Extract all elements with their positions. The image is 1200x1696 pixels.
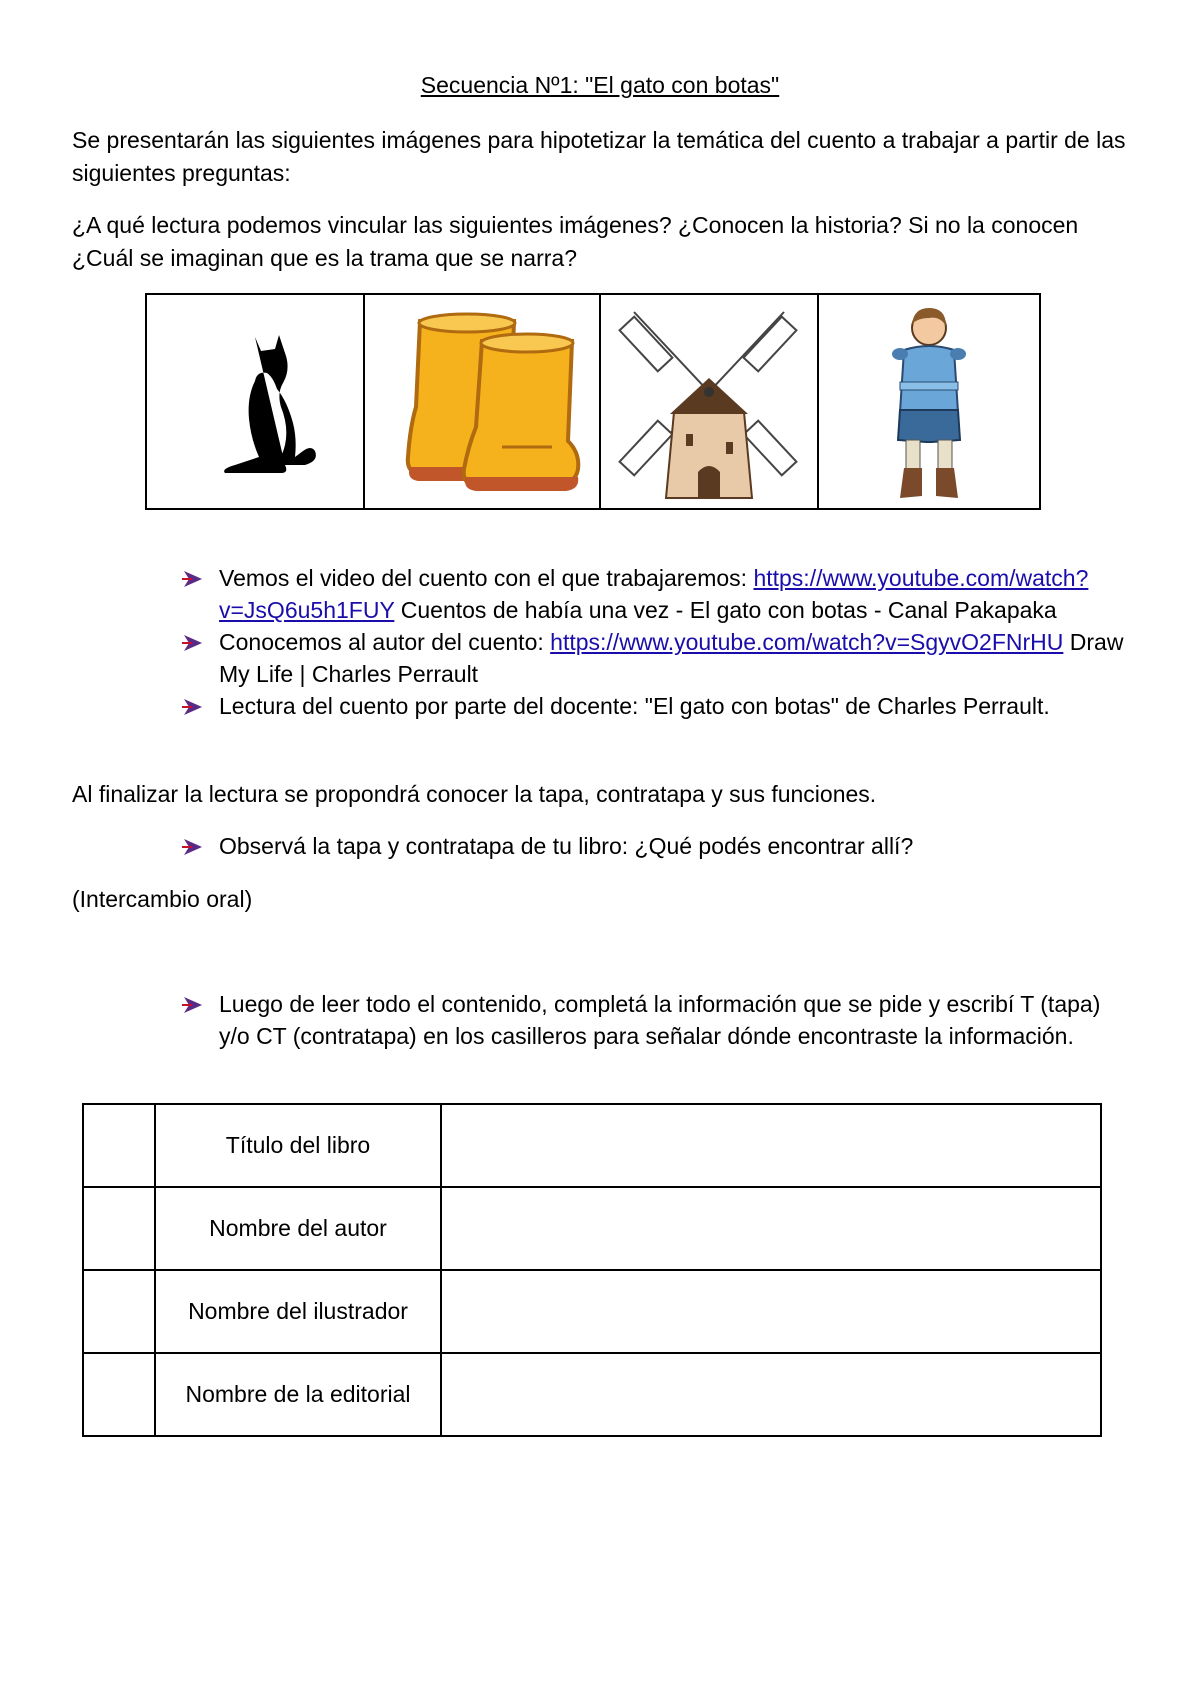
table-row <box>83 1187 1101 1270</box>
arrow-bullet-icon <box>182 697 204 717</box>
boots-icon <box>382 307 582 497</box>
intro-paragraph: Se presentarán las siguientes imágenes para hipotetizar la temática del cuento a trabajar a partir de las siguientes preguntas: <box>72 127 1126 186</box>
windmill-icon <box>614 302 804 502</box>
young-man-icon <box>874 302 984 502</box>
table-row <box>83 1104 1101 1187</box>
row-label: Nombre del ilustrador <box>155 1270 441 1353</box>
table-row <box>83 1270 1101 1353</box>
arrow-bullet-icon <box>182 569 204 589</box>
author-video-link[interactable]: https://www.youtube.com/watch?v=SgyvO2FNrHU <box>550 629 1064 655</box>
mark-cell[interactable] <box>83 1187 155 1270</box>
bullet-list-2 <box>182 830 1132 862</box>
answer-cell[interactable] <box>441 1187 1101 1270</box>
arrow-bullet-icon <box>182 837 204 857</box>
list-item <box>182 562 1132 626</box>
cat-silhouette-icon <box>185 327 325 477</box>
bullet-list-3 <box>182 988 1132 1052</box>
list-item-text: Vemos el video del cuento con el que trabajaremos: <box>219 565 754 591</box>
closing-paragraph: Al finalizar la lectura se propondrá conocer la tapa, contratapa y sus funciones. <box>72 781 877 807</box>
mark-cell[interactable] <box>83 1104 155 1187</box>
row-label: Nombre del autor <box>155 1187 441 1270</box>
list-item-text: Cuentos de había una vez - El gato con botas - Canal Pakapaka <box>394 597 1057 623</box>
mark-cell[interactable] <box>83 1353 155 1436</box>
table-row <box>83 1353 1101 1436</box>
list-item <box>182 988 1132 1052</box>
arrow-bullet-icon <box>182 995 204 1015</box>
row-label: Título del libro <box>155 1104 441 1187</box>
answer-cell[interactable] <box>441 1104 1101 1187</box>
mark-cell[interactable] <box>83 1270 155 1353</box>
list-item <box>182 690 1132 722</box>
windmill-cell <box>601 295 819 508</box>
bullet-list-1 <box>182 562 1132 722</box>
image-strip <box>145 293 1041 510</box>
list-item-text: Observá la tapa y contratapa de tu libro: ¿Qué podés encontrar allí? <box>219 833 914 859</box>
book-info-table <box>82 1103 1102 1437</box>
list-item-text: Luego de leer todo el contenido, completá la información que se pide y escribí T (tapa) y/o CT (contratapa) en los casilleros para señalar dónde encontraste la información. <box>219 991 1101 1049</box>
page-title: Secuencia Nº1: "El gato con botas" <box>420 72 780 98</box>
boots-cell <box>365 295 601 508</box>
row-label: Nombre de la editorial <box>155 1353 441 1436</box>
young-man-cell <box>819 295 1039 508</box>
arrow-bullet-icon <box>182 633 204 653</box>
cat-cell <box>147 295 365 508</box>
answer-cell[interactable] <box>441 1353 1101 1436</box>
list-item-text: Lectura del cuento por parte del docente: "El gato con botas" de Charles Perrault. <box>219 693 1050 719</box>
list-item <box>182 626 1132 690</box>
list-item <box>182 830 1132 862</box>
oral-exchange-note: (Intercambio oral) <box>72 886 253 912</box>
list-item-text: Conocemos al autor del cuento: <box>219 629 551 655</box>
list-item-text: Draw My Life | Charles Perrault <box>219 629 1124 687</box>
answer-cell[interactable] <box>441 1270 1101 1353</box>
video-link[interactable]: https://www.youtube.com/watch?v=JsQ6u5h1FUY <box>219 565 1089 623</box>
questions-paragraph: ¿A qué lectura podemos vincular las siguientes imágenes? ¿Conocen la historia? Si no la conocen ¿Cuál se imaginan que es la trama que se narra? <box>72 212 1079 271</box>
